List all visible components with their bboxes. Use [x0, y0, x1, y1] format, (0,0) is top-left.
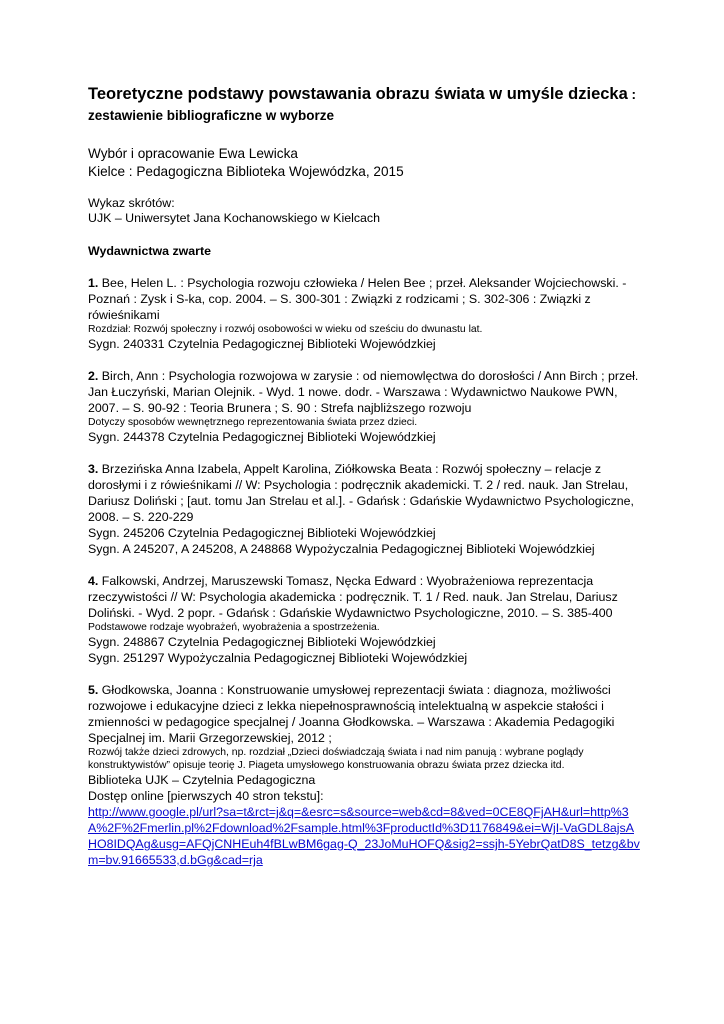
- online-access-link[interactable]: http://www.google.pl/url?sa=t&rct=j&q=&esrc=s&source=web&cd=8&ved=0CE8QFjAH&url=http%3A%2F%2Fmerlin.pl%2Fdownload%2Fsample.html%3FproductId%3D1176849&ei=WjI-VaGDL8ajsAHO8IDQAg&usg=AFQjCNHEuh4fBLwBM6gag-Q_23JoMuHOFQ&sig2=ssjh-5YebrQatD8S_tetzg&bvm=bv.91665533,d.bGg&cad=rja: [88, 805, 640, 867]
- entry-note: Rozwój także dzieci zdrowych, np. rozdział „Dzieci doświadczają świata i nad nim panują : wybrane poglądy konstruktywistów” opisuje teorię J. Piageta umysłowego konstruowania obrazu świata przez dziecka itd.: [88, 747, 584, 771]
- bibliography-entry: [88, 682, 640, 868]
- entry-number: 1.: [88, 276, 99, 290]
- entry-note: Podstawowe rodzaje wyobrażeń, wyobrażenia a spostrzeżenia.: [88, 622, 380, 633]
- document-title: [88, 84, 640, 126]
- bibliography-entry: [88, 573, 640, 666]
- entry-number: 3.: [88, 462, 99, 476]
- title-main: Teoretyczne podstawy powstawania obrazu świata w umyśle dziecka: [88, 85, 628, 103]
- abbreviations-block: [88, 196, 640, 226]
- entry-location: Sygn. A 245207, A 245208, A 248868 Wypożyczalnia Pedagogicznej Biblioteki Wojewódzkiej: [88, 542, 595, 556]
- entry-citation: Głodkowska, Joanna : Konstruowanie umysłowej reprezentacji świata : diagnoza, możliwości rozwojowe i edukacyjne dzieci z lekka niepełnosprawnością intelektualną w aspekcie stałości i zmienności w pedagogice specjalnej / Joanna Głodkowska. – Warszawa : Akademia Pedagogiki Specjalnej im. Marii Grzegorzewskiej, 2012 ;: [88, 683, 615, 745]
- bibliography-entry: [88, 275, 640, 352]
- abbreviation-item: UJK – Uniwersytet Jana Kochanowskiego w Kielcach: [88, 211, 381, 225]
- entry-citation: Falkowski, Andrzej, Maruszewski Tomasz, Nęcka Edward : Wyobrażeniowa reprezentacja rzeczywistości // W: Psychologia akademicka : podręcznik. T. 1 / Red. nauk. Jan Strelau, Dariusz Doliński. - Wyd. 2 popr. - Gdańsk : Gdańskie Wydawnictwo Psychologiczne, 2010. – S. 385-400: [88, 574, 618, 620]
- entry-location: Sygn. 251297 Wypożyczalnia Pedagogicznej Biblioteki Wojewódzkiej: [88, 651, 468, 665]
- entry-note: Dotyczy sposobów wewnętrznego reprezentowania świata przez dzieci.: [88, 417, 418, 428]
- entry-note: Rozdział: Rozwój społeczny i rozwój osobowości w wieku od sześciu do dwunastu lat.: [88, 324, 483, 335]
- section-heading: Wydawnictwa zwarte: [88, 244, 212, 258]
- entry-location: Sygn. 240331 Czytelnia Pedagogicznej Biblioteki Wojewódzkiej: [88, 337, 436, 351]
- entry-citation: Brzezińska Anna Izabela, Appelt Karolina, Ziółkowska Beata : Rozwój społeczny – relacje z dorosłymi i z rówieśnikami // W: Psychologia : podręcznik akademicki. T. 2 / red. nauk. Jan Strelau, Dariusz Doliński ; [aut. tomu Jan Strelau et al.]. - Gdańsk : Gdańskie Wydawnictwo Psychologiczne, 2008. – S. 220-229: [88, 462, 634, 524]
- entry-location: Sygn. 244378 Czytelnia Pedagogicznej Biblioteki Wojewódzkiej: [88, 430, 436, 444]
- entry-number: 5.: [88, 683, 99, 697]
- abbreviations-label: Wykaz skrótów:: [88, 196, 175, 210]
- bibliography-entry: [88, 461, 640, 557]
- entry-number: 4.: [88, 574, 99, 588]
- publication-info: [88, 145, 640, 181]
- entry-location: Sygn. 245206 Czytelnia Pedagogicznej Biblioteki Wojewódzkiej: [88, 526, 436, 540]
- title-subtitle: : zestawienie bibliograficzne w wyborze: [88, 87, 637, 123]
- author-line: Wybór i opracowanie Ewa Lewicka: [88, 146, 298, 161]
- bibliography-entry: [88, 368, 640, 445]
- publisher-line: Kielce : Pedagogiczna Biblioteka Wojewódzka, 2015: [88, 164, 404, 179]
- entry-location: Sygn. 248867 Czytelnia Pedagogicznej Biblioteki Wojewódzkiej: [88, 635, 436, 649]
- entry-citation: Birch, Ann : Psychologia rozwojowa w zarysie : od niemowlęctwa do dorosłości / Ann Birch ; przeł. Jan Łuczyński, Marian Olejnik. - Wyd. 1 nowe. dodr. - Warszawa : Wydawnictwo Naukowe PWN, 2007. – S. 90-92 : Teoria Brunera ; S. 90 : Strefa najbliższego rozwoju: [88, 369, 639, 415]
- entry-citation: Bee, Helen L. : Psychologia rozwoju człowieka / Helen Bee ; przeł. Aleksander Wojciechowski. - Poznań : Zysk i S-ka, cop. 2004. – S. 300-301 : Związki z rodzicami ; S. 302-306 : Związki z rówieśnikami: [88, 276, 627, 322]
- entry-location: Biblioteka UJK – Czytelnia Pedagogiczna: [88, 773, 316, 787]
- online-access-label: Dostęp online [pierwszych 40 stron tekstu]:: [88, 789, 324, 803]
- entry-number: 2.: [88, 369, 99, 383]
- document-page: [88, 84, 640, 868]
